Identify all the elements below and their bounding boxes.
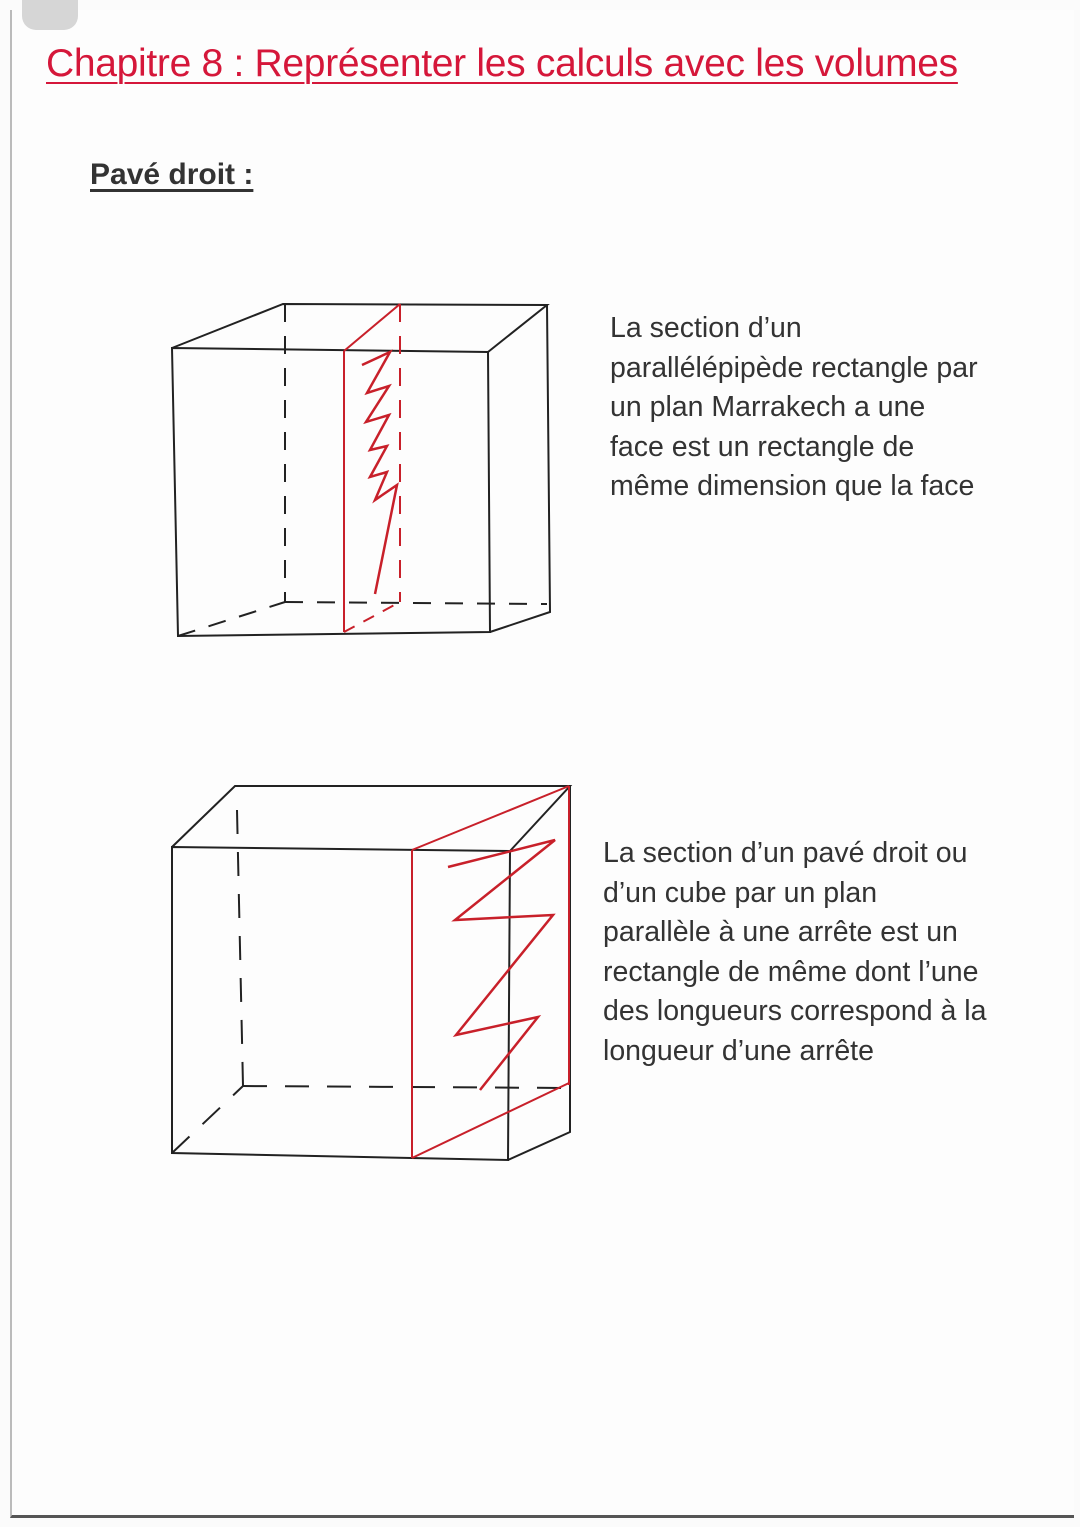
section-plane-2 [412, 786, 569, 1158]
text-line: un plan Marrakech a une [610, 391, 926, 424]
section-plane-1 [344, 304, 400, 632]
text-line: d’un cube par un plan [603, 876, 878, 909]
text-line: La section d’un pavé droit ou [603, 837, 968, 869]
cube-diagram-2 [172, 786, 570, 1160]
section2-text [603, 834, 986, 1072]
section-heading: Pavé droit : [90, 158, 254, 191]
text-line: La section d’un [610, 312, 802, 344]
text-line: des longueurs correspond à la [603, 995, 987, 1028]
text-line: longueur d’une arrête [603, 1034, 874, 1067]
text-line: face est un rectangle de [610, 430, 915, 463]
text-line: parallèle à une arrête est un [603, 916, 958, 949]
text-line: parallélépipède rectangle par [610, 351, 978, 384]
section1-text [610, 309, 978, 507]
text-line: rectangle de même dont l’une [603, 955, 979, 988]
text-line: même dimension que la face [610, 470, 975, 503]
chapter-title: Chapitre 8 : Représenter les calculs avec les volumes [46, 42, 958, 85]
cube-diagram-1 [172, 304, 550, 636]
